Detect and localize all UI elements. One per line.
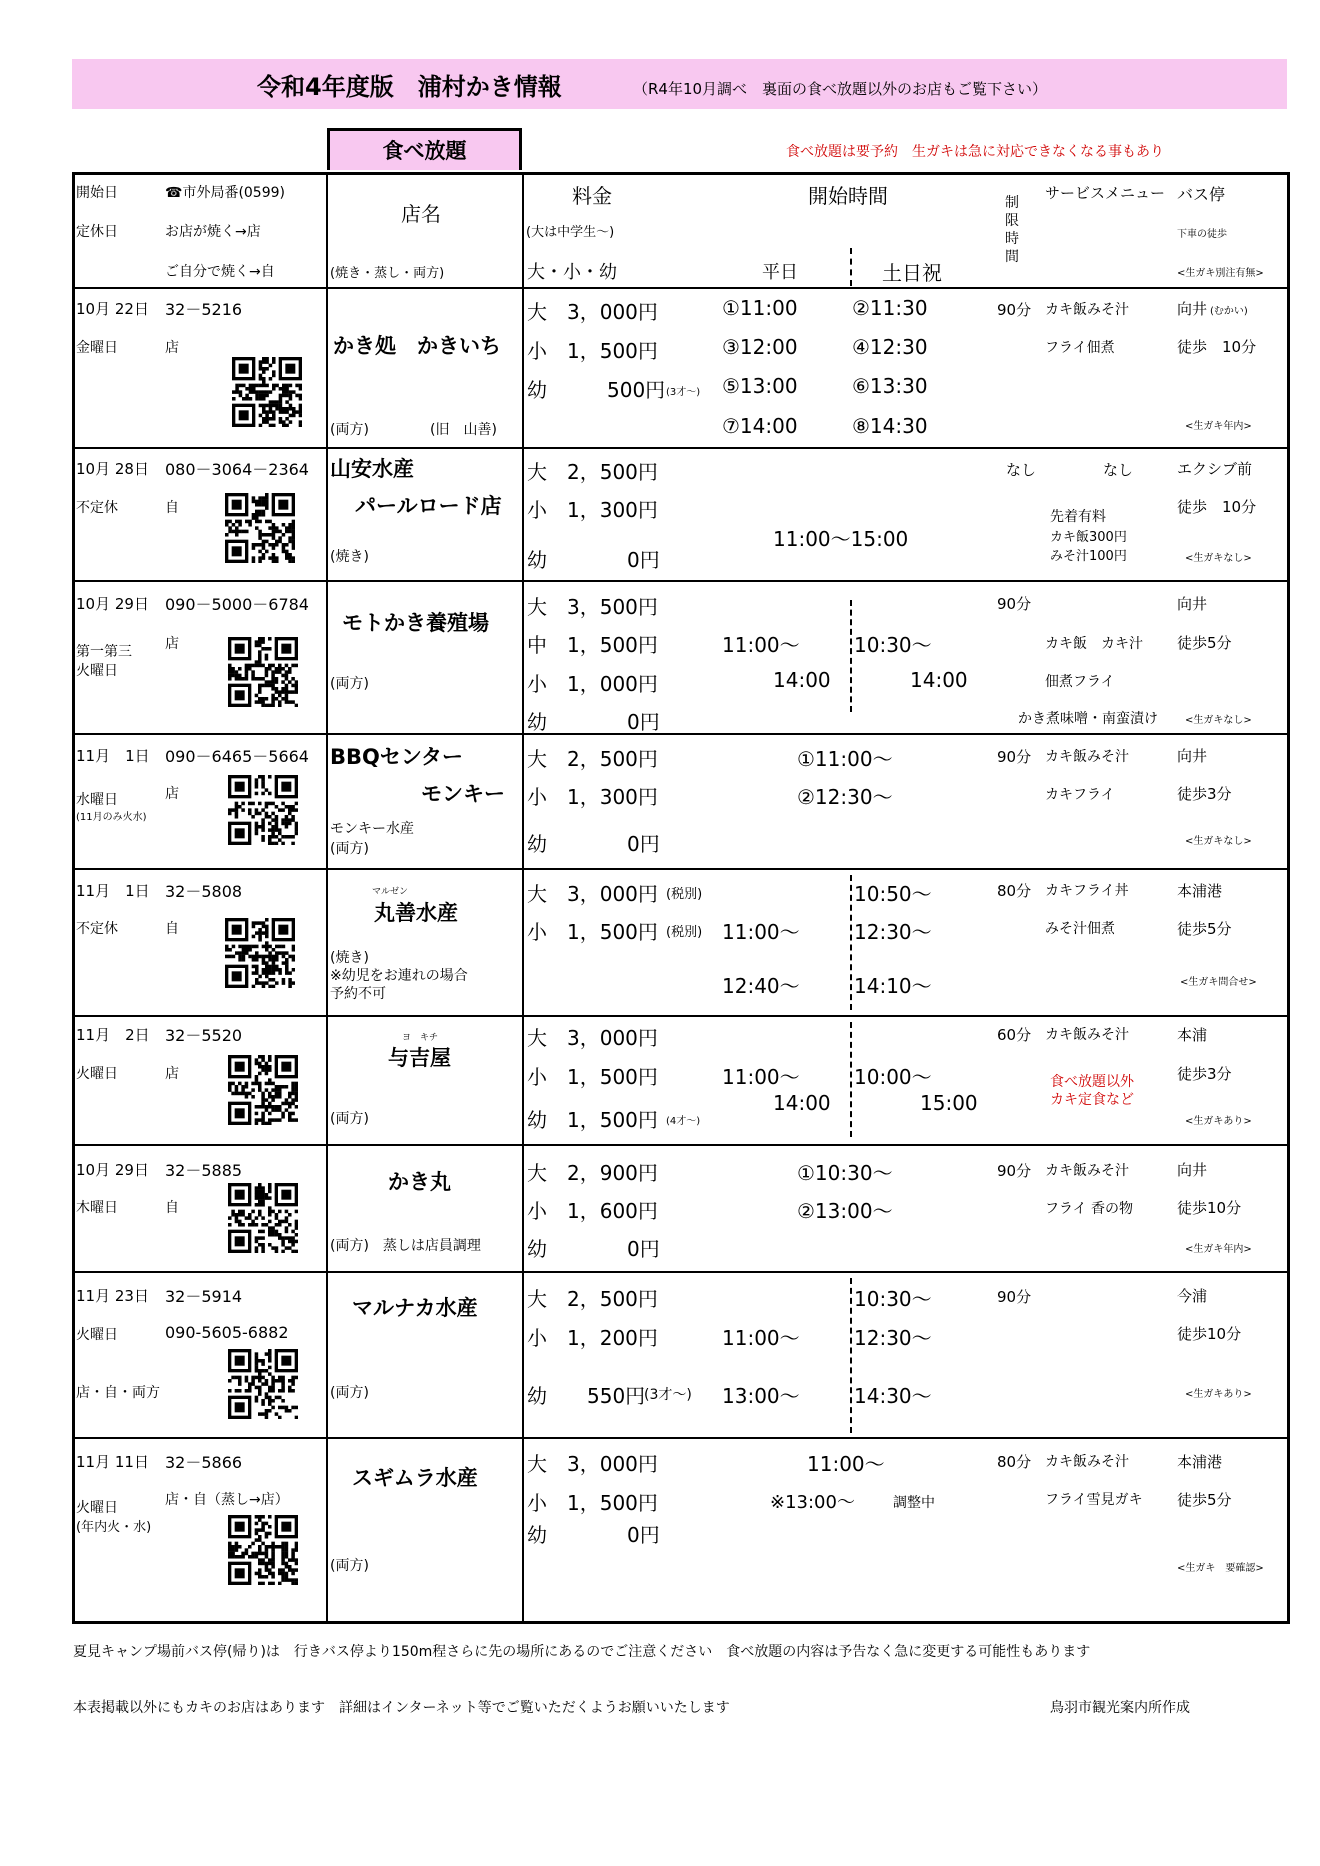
walk-time: 徒歩 10分 <box>1177 338 1257 356</box>
shop-name: スギムラ水産 <box>352 1466 478 1490</box>
walk-time: 徒歩5分 <box>1177 920 1232 938</box>
bus-stop: 向井 <box>1177 300 1208 318</box>
service-menu: フライ 香の物 <box>1045 1201 1134 1217</box>
dashed-divider <box>850 248 852 286</box>
tax-note: (税別) <box>666 887 703 902</box>
cook-style: (焼き) <box>330 950 369 966</box>
qr-code-icon <box>228 1515 298 1585</box>
holiday-note: (年内火・水) <box>76 1520 152 1535</box>
header-weekend: 土日祝 <box>882 261 942 285</box>
service-menu: みそ汁佃煮 <box>1045 921 1115 937</box>
time-slot: ③12:00 <box>722 335 798 359</box>
holiday: 不定休 <box>76 500 118 516</box>
shop-name: かき丸 <box>388 1170 451 1194</box>
phone-number: 32－5885 <box>165 1161 243 1180</box>
price-note: (4才～) <box>666 1116 701 1127</box>
raw-oyster-note: <生ガキあり> <box>1185 1389 1252 1400</box>
weekday-slot: 11:00～ <box>722 1326 800 1350</box>
time-limit: 80分 <box>997 1453 1032 1471</box>
time-slot: ⑤13:00 <box>722 374 798 398</box>
weekday-end: 14:00 <box>773 1091 831 1115</box>
bake-type: 店・自（蒸し→店） <box>165 1492 289 1508</box>
price-child: 小 1，500円 <box>527 339 658 363</box>
price-adult: 大 2，500円 <box>527 747 658 771</box>
price-infant: 幼 0円 <box>527 1237 660 1261</box>
price-infant: 幼 0円 <box>527 1523 660 1547</box>
service-note: カキ定食など <box>1050 1092 1134 1108</box>
header-bus-note: 下車の徒歩 <box>1177 229 1227 240</box>
divider <box>72 1271 1290 1273</box>
infant-note: 予約不可 <box>330 986 386 1002</box>
time-limit: 90分 <box>997 595 1032 613</box>
raw-oyster-note: <生ガキ問合せ> <box>1180 977 1257 988</box>
shop-name: BBQセンター <box>330 745 464 769</box>
infant-note: ※幼児をお連れの場合 <box>330 968 468 984</box>
weekend-end: 15:00 <box>920 1091 978 1115</box>
header-price-note: (大は中学生～) <box>526 225 615 240</box>
header-price: 料金 <box>572 184 612 208</box>
start-date: 10月 29日 <box>76 595 149 613</box>
header-cook-style: (焼き・蒸し・両方) <box>330 266 445 281</box>
price-adult: 大 3，000円 <box>527 1026 658 1050</box>
raw-oyster-note: <生ガキなし> <box>1185 836 1252 847</box>
price-infant: 幼 550円 <box>527 1384 646 1408</box>
price-adult: 大 3，000円 <box>527 882 658 906</box>
walk-time: 徒歩10分 <box>1177 1325 1242 1343</box>
service-menu: フライ佃煮 <box>1045 340 1115 356</box>
time-limit: 80分 <box>997 882 1032 900</box>
opening-time: 11:00～ <box>807 1452 885 1476</box>
bake-type: 店 <box>165 340 179 356</box>
divider <box>72 1144 1290 1146</box>
holiday: 第一第三 <box>76 644 132 660</box>
header-limit: 時 <box>1005 231 1019 247</box>
bus-stop: 本浦港 <box>1177 882 1223 900</box>
phone-number: 090－6465－5664 <box>165 747 309 766</box>
holiday: 金曜日 <box>76 340 118 356</box>
weekend-slot: 10:30～ <box>854 1287 932 1311</box>
price-infant: 幼 0円 <box>527 548 660 572</box>
footer-note: 夏見キャンプ場前バス停(帰り)は 行きバス停より150m程さらに先の場所にあるのでご注意ください 食べ放題の内容は予告なく急に変更する可能性もあります <box>73 1644 1091 1660</box>
price-infant: 幼 0円 <box>527 832 660 856</box>
bus-stop: 向井 <box>1177 747 1208 765</box>
tab-all-you-can-eat: 食べ放題 <box>327 128 522 170</box>
time-slot: ①10:30～ <box>797 1161 893 1185</box>
phone-number: 32－5914 <box>165 1287 243 1306</box>
time-slot: ①11:00～ <box>797 747 893 771</box>
price-child: 小 1，600円 <box>527 1199 658 1223</box>
service-note: 食べ放題以外 <box>1050 1074 1134 1090</box>
bake-type: 店 <box>165 636 179 652</box>
price-infant: 幼 1，500円 <box>527 1108 658 1132</box>
header-start-day: 開始日 <box>76 185 118 201</box>
price-note: (3才～) <box>644 1387 692 1403</box>
start-date: 11月 11日 <box>76 1453 149 1471</box>
bus-stop: 今浦 <box>1177 1287 1208 1305</box>
price-child: 小 1，300円 <box>527 785 658 809</box>
footer-credit: 鳥羽市観光案内所作成 <box>1050 1700 1190 1716</box>
bus-stop: 本浦港 <box>1177 1453 1223 1471</box>
qr-code-icon <box>228 775 298 845</box>
weekend-slot: 12:30～ <box>854 1326 932 1350</box>
shop-name-reading: マルゼン <box>372 887 409 897</box>
header-self-bake: ご自分で焼く→自 <box>165 264 275 280</box>
phone-number: 32－5808 <box>165 882 243 901</box>
bake-type: 自 <box>165 500 179 516</box>
service-menu: フライ雪見ガキ <box>1045 1492 1143 1508</box>
reservation-warning: 食べ放題は要予約 生ガキは急に対応できなくなる事もあり <box>786 144 1164 160</box>
phone-number-2: 090-5605-6882 <box>165 1323 289 1342</box>
weekday-second: 12:40～ <box>722 974 800 998</box>
holiday: 火曜日 <box>76 1327 118 1343</box>
weekday-end: 14:00 <box>773 668 831 692</box>
header-shop-bake: お店が焼く→店 <box>165 224 261 240</box>
service-menu: なし <box>1103 461 1134 479</box>
weekend-slot: 14:10～ <box>854 974 932 998</box>
divider <box>72 287 1290 289</box>
price-child: 小 1，500円 <box>527 920 658 944</box>
weekday-start: 11:00～ <box>722 1065 800 1089</box>
bake-type: 店 <box>165 1066 179 1082</box>
holiday: 水曜日 <box>76 792 118 808</box>
raw-oyster-note: <生ガキなし> <box>1185 715 1252 726</box>
price-infant: 幼 500円 <box>527 378 666 402</box>
divider <box>522 172 524 1624</box>
qr-code-icon <box>232 357 302 427</box>
dashed-divider <box>850 875 852 1010</box>
service-menu: カキ飯 カキ汁 <box>1045 636 1143 652</box>
bake-type: 自 <box>165 1200 179 1216</box>
bus-stop: 向井 <box>1177 1161 1208 1179</box>
service-menu: カキ飯みそ汁 <box>1045 1027 1129 1043</box>
start-date: 11月 2日 <box>76 1026 150 1044</box>
second-time: ※13:00～ <box>770 1492 855 1513</box>
price-child: 小 1，500円 <box>527 1491 658 1515</box>
walk-time: 徒歩 10分 <box>1177 498 1257 516</box>
weekday-slot: 13:00～ <box>722 1384 800 1408</box>
time-slot: ②13:00～ <box>797 1199 893 1223</box>
time-slot: ④12:30 <box>852 335 928 359</box>
service-menu: 先着有料 <box>1050 509 1106 525</box>
header-start-time: 開始時間 <box>808 184 888 208</box>
time-limit: なし <box>1006 461 1037 479</box>
divider <box>72 580 1290 582</box>
cook-style: (両方) <box>330 422 369 438</box>
phone-number: 32－5866 <box>165 1453 243 1472</box>
time-slot: ①11:00 <box>722 296 798 320</box>
shop-name: 山安水産 <box>330 457 414 481</box>
header-holiday: 定休日 <box>76 224 118 240</box>
time-limit: 90分 <box>997 301 1032 319</box>
phone-number: 080－3064－2364 <box>165 460 309 479</box>
shop-name-2: モンキー <box>421 782 505 806</box>
holiday-note: (11月のみ火水) <box>76 812 147 823</box>
qr-code-icon <box>225 918 295 988</box>
header-phone-area: ☎市外局番(0599) <box>165 185 285 201</box>
service-menu: カキフライ丼 <box>1045 883 1129 899</box>
cook-style: (両方) <box>330 1385 369 1401</box>
raw-oyster-note: <生ガキなし> <box>1185 553 1252 564</box>
dashed-divider <box>850 1278 852 1433</box>
cook-style: (両方) <box>330 1558 369 1574</box>
walk-time: 徒歩3分 <box>1177 1065 1232 1083</box>
price-child: 小 1，300円 <box>527 498 658 522</box>
divider <box>72 868 1290 870</box>
price-child: 小 1，200円 <box>527 1326 658 1350</box>
divider <box>72 1437 1290 1439</box>
service-menu: かき煮味噌・南蛮漬け <box>1018 711 1158 727</box>
cook-style: (焼き) <box>330 549 369 565</box>
shop-name-reading: ヨ キチ <box>402 1033 439 1043</box>
former-name: (旧 山善) <box>430 422 497 438</box>
bus-stop: エクシブ前 <box>1177 460 1253 478</box>
qr-code-icon <box>225 493 295 563</box>
price-adult: 大 3，000円 <box>527 1452 658 1476</box>
tax-note: (税別) <box>666 925 703 940</box>
shop-name: 丸善水産 <box>374 901 458 925</box>
service-menu: カキ飯みそ汁 <box>1045 1163 1129 1179</box>
phone-number: 090－5000－6784 <box>165 595 309 614</box>
start-date: 11月 1日 <box>76 882 150 900</box>
raw-oyster-note: <生ガキ年内> <box>1185 1244 1252 1255</box>
weekday-start: 11:00～ <box>722 920 800 944</box>
start-date: 10月 28日 <box>76 460 149 478</box>
bake-type: 自 <box>165 921 179 937</box>
header-limit: 限 <box>1005 213 1019 229</box>
qr-code-icon <box>228 637 298 707</box>
qr-code-icon <box>228 1055 298 1125</box>
service-menu: カキ飯300円 <box>1050 530 1127 545</box>
price-adult: 大 2，500円 <box>527 460 658 484</box>
bake-type: 店 <box>165 786 179 802</box>
shop-name: マルナカ水産 <box>352 1296 478 1320</box>
bus-stop-reading: (むかい) <box>1210 306 1248 317</box>
price-note: (3才～) <box>666 387 701 398</box>
raw-oyster-note: <生ガキ 要確認> <box>1177 1563 1264 1574</box>
footer-note-2: 本表掲載以外にもカキのお店はあります 詳細はインターネット等でご覧いただくようお願いいたします <box>73 1700 730 1716</box>
walk-time: 徒歩10分 <box>1177 1199 1242 1217</box>
holiday: 火曜日 <box>76 1066 118 1082</box>
time-slot: ⑧14:30 <box>852 414 928 438</box>
service-menu: みそ汁100円 <box>1050 549 1127 564</box>
qr-code-icon <box>228 1349 298 1419</box>
price-middle: 中 1，500円 <box>527 633 658 657</box>
weekend-start: 10:00～ <box>854 1065 932 1089</box>
price-adult: 大 3，000円 <box>527 300 658 324</box>
shop-name: 与吉屋 <box>388 1046 451 1070</box>
divider <box>326 172 328 1624</box>
phone-number: 32－5216 <box>165 300 243 319</box>
service-menu: 佃煮フライ <box>1045 674 1115 690</box>
weekend-start: 10:30～ <box>854 633 932 657</box>
cook-style: (両方) <box>330 676 369 692</box>
holiday: 火曜日 <box>76 663 118 679</box>
time-limit: 90分 <box>997 1288 1032 1306</box>
shop-branch: パールロード店 <box>355 494 502 518</box>
cook-style: (両方) <box>330 841 369 857</box>
raw-oyster-note: <生ガキ年内> <box>1185 421 1252 432</box>
time-slot: ②12:30～ <box>797 785 893 809</box>
start-date: 10月 22日 <box>76 300 149 318</box>
time-status: 調整中 <box>893 1495 935 1511</box>
price-child: 小 1，000円 <box>527 672 658 696</box>
header-limit: 間 <box>1005 249 1019 265</box>
header-bus: バス停 <box>1177 185 1226 204</box>
shop-name: モトかき養殖場 <box>342 611 489 635</box>
walk-time: 徒歩5分 <box>1177 634 1232 652</box>
header-raw-note: <生ガキ別注有無> <box>1177 268 1264 279</box>
service-menu: カキ飯みそ汁 <box>1045 749 1129 765</box>
holiday: 木曜日 <box>76 1200 118 1216</box>
cook-style: (両方) 蒸しは店員調理 <box>330 1238 481 1254</box>
divider <box>72 1015 1290 1017</box>
bus-stop: 本浦 <box>1177 1026 1208 1044</box>
page-subtitle: （R4年10月調べ 裏面の食べ放題以外のお店もご覧下さい） <box>633 80 1048 98</box>
weekend-slot: 14:30～ <box>854 1384 932 1408</box>
phone-number: 32－5520 <box>165 1026 243 1045</box>
divider <box>72 447 1290 449</box>
service-menu: カキフライ <box>1045 787 1115 803</box>
walk-time: 徒歩3分 <box>1177 785 1232 803</box>
page-title: 令和4年度版 浦村かき情報 <box>257 73 562 101</box>
raw-oyster-note: <生ガキあり> <box>1185 1116 1252 1127</box>
dashed-divider <box>850 1022 852 1137</box>
header-service: サービスメニュー <box>1045 184 1166 202</box>
dashed-divider <box>850 600 852 712</box>
bus-stop: 向井 <box>1177 595 1208 613</box>
cook-style: (両方) <box>330 1111 369 1127</box>
header-weekday: 平日 <box>762 262 798 283</box>
time-limit: 90分 <box>997 1162 1032 1180</box>
shop-name: かき処 かきいち <box>333 334 501 358</box>
weekday-start: 11:00～ <box>722 633 800 657</box>
time-slot: ⑦14:00 <box>722 414 798 438</box>
time-slot: ②11:30 <box>852 296 928 320</box>
price-adult: 大 2，500円 <box>527 1287 658 1311</box>
price-adult: 大 2，900円 <box>527 1161 658 1185</box>
price-infant: 幼 0円 <box>527 710 660 734</box>
weekend-end: 14:00 <box>910 668 968 692</box>
price-child: 小 1，500円 <box>527 1065 658 1089</box>
holiday: 火曜日 <box>76 1500 118 1516</box>
weekend-slot: 10:50～ <box>854 882 932 906</box>
start-date: 11月 1日 <box>76 747 150 765</box>
service-menu: カキ飯みそ汁 <box>1045 302 1129 318</box>
time-limit: 60分 <box>997 1026 1032 1044</box>
weekend-slot: 12:30～ <box>854 920 932 944</box>
holiday: 不定休 <box>76 921 118 937</box>
divider <box>72 733 1290 735</box>
start-date: 11月 23日 <box>76 1287 149 1305</box>
header-price-sizes: 大・小・幼 <box>527 262 617 283</box>
header-shop-name: 店名 <box>401 202 441 226</box>
opening-time: 11:00～15:00 <box>773 527 909 551</box>
price-adult: 大 3，500円 <box>527 595 658 619</box>
header-limit: 制 <box>1005 195 1019 211</box>
walk-time: 徒歩5分 <box>1177 1491 1232 1509</box>
start-date: 10月 29日 <box>76 1161 149 1179</box>
bake-type: 店・自・両方 <box>76 1385 160 1401</box>
service-menu: カキ飯みそ汁 <box>1045 1454 1129 1470</box>
operator-name: モンキー水産 <box>330 821 414 837</box>
qr-code-icon <box>228 1183 298 1253</box>
time-limit: 90分 <box>997 748 1032 766</box>
time-slot: ⑥13:30 <box>852 374 928 398</box>
